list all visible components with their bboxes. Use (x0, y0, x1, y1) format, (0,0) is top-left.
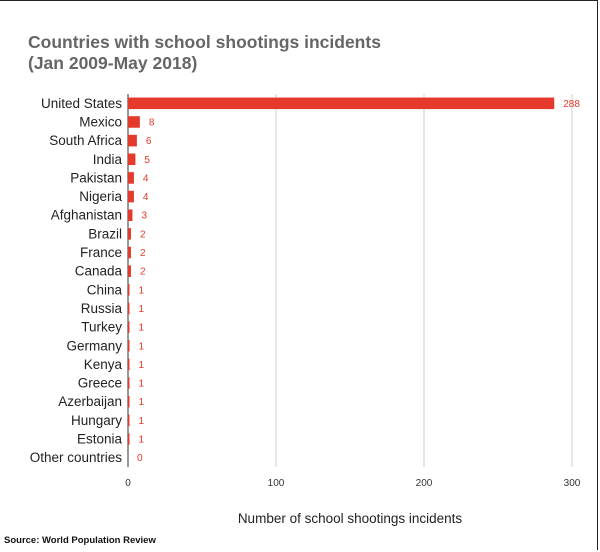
value-label-7: 2 (139, 229, 146, 241)
category-label-6: Afghanistan (50, 207, 122, 223)
category-label-1: Mexico (79, 114, 122, 130)
category-label-14: Kenya (83, 356, 122, 372)
bar-1 (128, 116, 140, 128)
value-label-5: 4 (142, 192, 149, 204)
category-label-16: Azerbaijan (58, 394, 122, 410)
bar-7 (128, 228, 131, 240)
category-label-7: Brazil (88, 226, 122, 242)
value-label-13: 1 (138, 341, 145, 353)
value-label-17: 1 (138, 415, 145, 427)
chart-title-line-1: Countries with school shootings incidents (28, 32, 381, 52)
value-label-2: 6 (145, 136, 152, 148)
category-label-8: France (79, 245, 122, 261)
value-label-14: 1 (138, 359, 145, 371)
value-label-12: 1 (138, 322, 145, 334)
x-tick-label-200: 200 (415, 478, 433, 489)
bar-14 (128, 359, 129, 371)
bar-13 (128, 340, 129, 352)
category-label-13: Germany (66, 338, 122, 354)
value-label-0: 288 (563, 98, 580, 110)
value-label-10: 1 (138, 285, 145, 297)
category-label-18: Estonia (76, 431, 122, 447)
value-label-15: 1 (138, 378, 145, 390)
bar-16 (128, 396, 129, 408)
bar-18 (128, 433, 129, 445)
value-label-9: 2 (139, 266, 146, 278)
source-note: Source: World Population Review (4, 535, 156, 546)
category-label-9: Canada (74, 263, 122, 279)
bar-15 (128, 377, 129, 389)
category-label-2: South Africa (49, 133, 122, 149)
bar-17 (128, 415, 129, 427)
bar-10 (128, 284, 129, 296)
bar-8 (128, 247, 131, 259)
bar-12 (128, 321, 129, 333)
x-tick-label-0: 0 (125, 478, 131, 489)
x-axis-label: Number of school shootings incidents (237, 511, 463, 526)
value-label-3: 5 (144, 154, 150, 166)
chart-title-line-2: (Jan 2009-May 2018) (28, 53, 198, 73)
value-label-6: 3 (141, 210, 148, 222)
value-label-19: 0 (137, 453, 143, 465)
category-label-19: Other countries (29, 450, 122, 466)
bar-2 (128, 135, 137, 147)
value-label-18: 1 (138, 434, 145, 446)
bar-3 (128, 153, 135, 165)
value-label-16: 1 (138, 397, 145, 409)
category-label-3: India (92, 151, 122, 167)
bar-5 (128, 191, 134, 203)
category-label-10: China (86, 282, 122, 298)
value-label-11: 1 (138, 303, 145, 315)
bar-0 (128, 98, 554, 110)
bar-6 (128, 209, 132, 221)
category-label-11: Russia (80, 300, 122, 316)
category-label-5: Nigeria (79, 189, 122, 205)
category-label-4: Pakistan (70, 170, 122, 186)
bar-4 (128, 172, 134, 184)
category-label-12: Turkey (81, 319, 122, 335)
category-label-17: Hungary (70, 412, 122, 428)
value-label-8: 2 (139, 248, 146, 260)
bar-9 (128, 265, 131, 277)
x-tick-label-100: 100 (267, 478, 285, 489)
category-label-0: United States (40, 95, 122, 111)
category-label-15: Greece (77, 375, 122, 391)
value-label-4: 4 (142, 173, 149, 185)
bar-11 (128, 303, 129, 315)
value-label-1: 8 (148, 117, 155, 129)
x-tick-label-300: 300 (563, 478, 581, 489)
